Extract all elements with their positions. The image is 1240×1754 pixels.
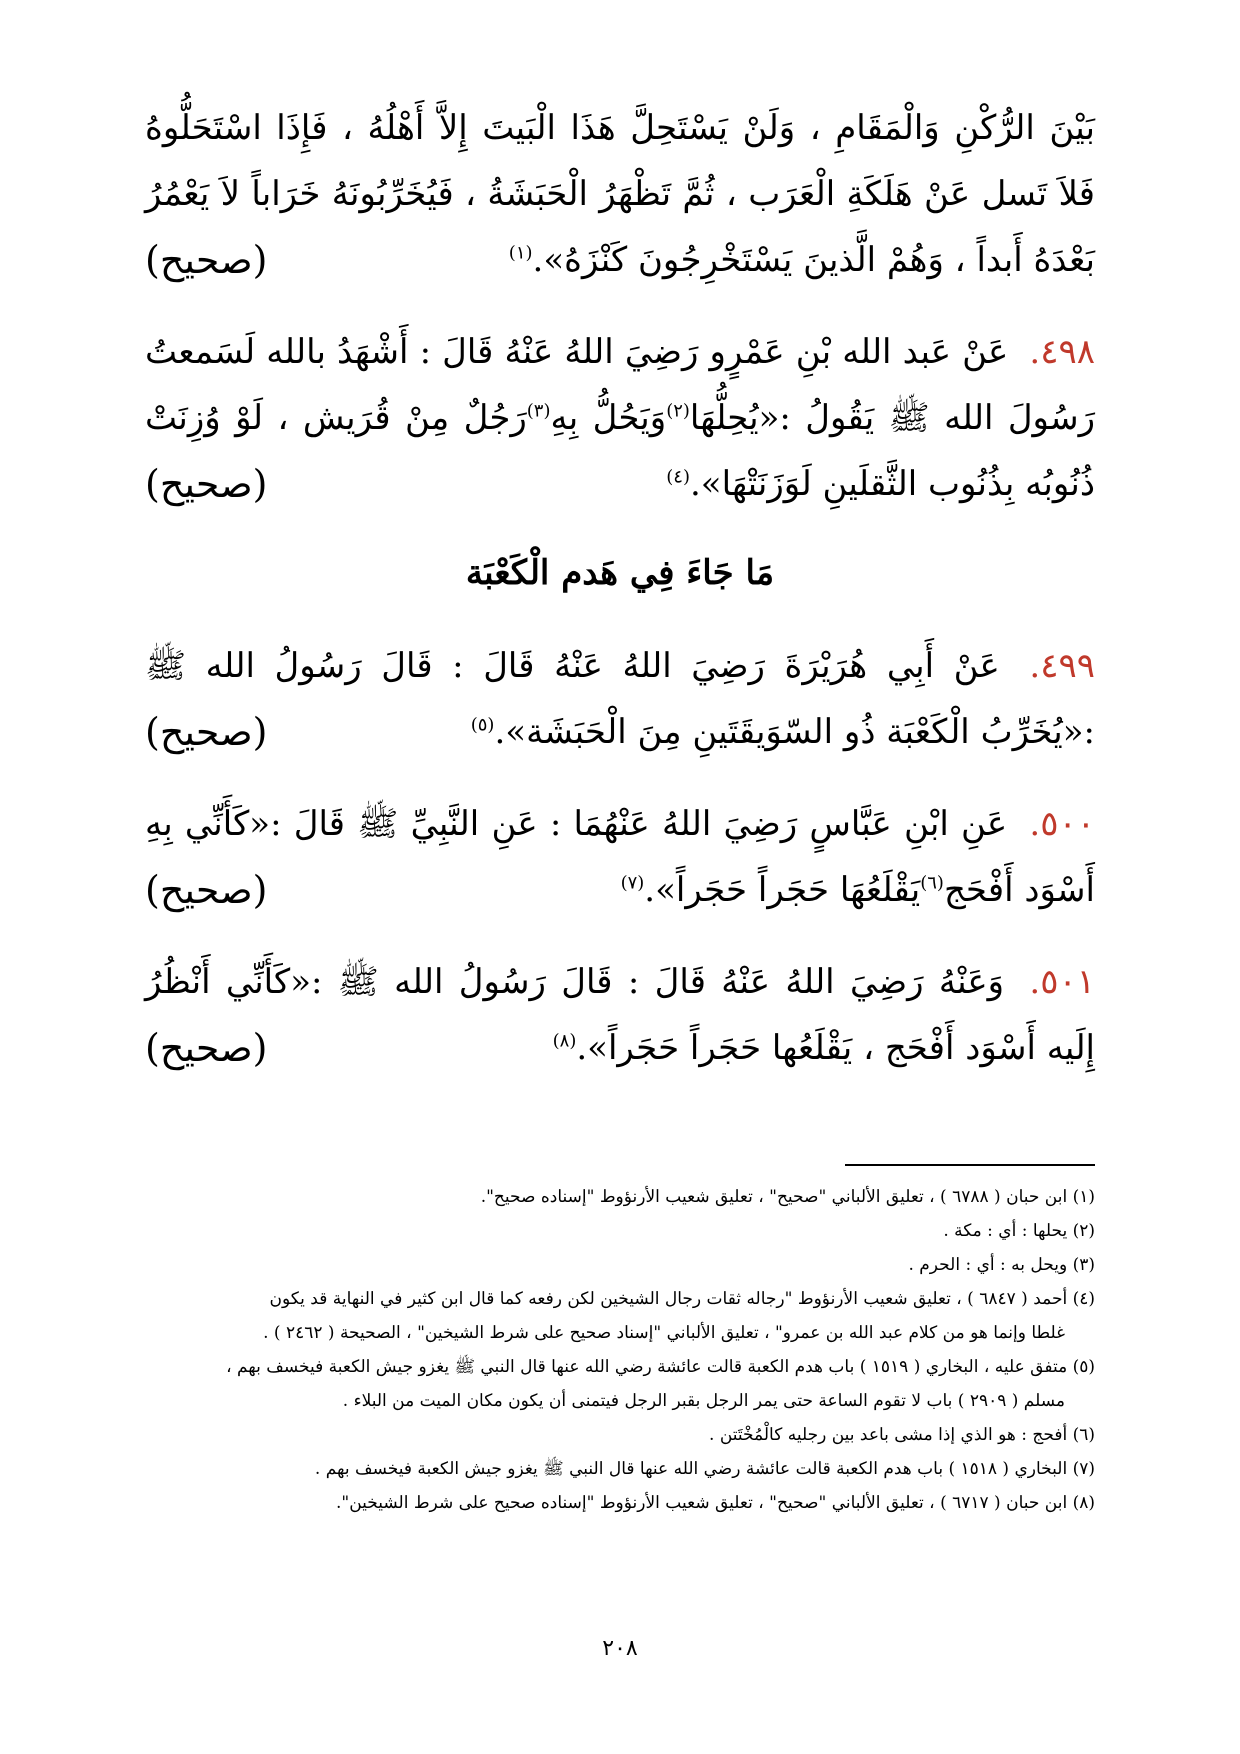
footnote-ref[interactable]: (٨)	[552, 1030, 577, 1052]
hadith-501	[145, 949, 1095, 1081]
hadith-text: وَعَنْهُ رَضِيَ اللهُ عَنْهُ قَالَ : قَالَ رَسُولُ الله ﷺ :«كَأَنِّي أَنْظُرُ إِلَيه أَسْوَد أَفْحَج ، يَقْلَعُها حَجَراً حَجَراً».	[145, 962, 1095, 1068]
footnote-4: (٤) أحمد ( ٦٨٤٧ ) ، تعليق شعيب الأرنؤوط "رجاله ثقات رجال الشيخين لكن رفعه كما قال ابن كثير في النهاية قد يكون	[269, 1289, 1095, 1309]
hadith-text: وَيَحُلُّ بِهِ	[550, 398, 667, 438]
footnote-ref[interactable]: (٧)	[620, 872, 645, 894]
footnote-ref[interactable]: (٣)	[526, 400, 551, 422]
footnote-ref[interactable]: (٥)	[470, 714, 495, 736]
grade-label: (صحيح)	[145, 238, 268, 282]
grade-label: (صحيح)	[145, 462, 268, 506]
grade-label: (صحيح)	[145, 1026, 268, 1070]
footnote-5: (٥) متفق عليه ، البخاري ( ١٥١٩ ) باب هدم الكعبة قالت عائشة رضي الله عنها قال النبي ﷺ يغزو جيش الكعبة فيخسف بهم ،	[226, 1357, 1095, 1377]
grade-label: (صحيح)	[145, 868, 268, 912]
hadith-500	[145, 791, 1095, 923]
hadith-text: بَيْنَ الرُّكْنِ وَالْمَقَامِ ، وَلَنْ يَسْتَحِلَّ هَذَا الْبَيتَ إِلاَّ أَهْلُهُ ، فَإِذَا اسْتَحَلُّوهُ فَلاَ تَسل عَنْ هَلَكَةِ الْعَرَب ، ثُمَّ تَظْهَرُ الْحَبَشَةُ ، فَيُخَرِّبُونَهُ خَرَاباً لاَ يَعْمُرُ بَعْدَهُ أَبداً ، وَهُمْ الَّذينَ يَسْتَخْرِجُونَ كَنْزَهُ».	[145, 108, 1096, 280]
footnote-2: (٢) يحلها : أي : مكة .	[943, 1221, 1095, 1241]
page-number: ٢٠٨	[602, 1636, 638, 1661]
hadith-number: ٥٠١.	[1029, 962, 1095, 1002]
footnote-3: (٣) ويحل به : أي : الحرم .	[908, 1255, 1095, 1275]
hadith-text: يَقْلَعُهَا حَجَراً حَجَراً».	[644, 870, 921, 910]
footnote-ref[interactable]: (٦)	[920, 872, 944, 894]
footnote-ref[interactable]: (٤)	[666, 466, 690, 488]
footnote-separator	[845, 1164, 1095, 1166]
hadith-499	[145, 633, 1095, 765]
footnote-ref[interactable]: (١)	[508, 242, 533, 264]
footnote-8: (٨) ابن حبان ( ٦٧١٧ ) ، تعليق الألباني "صحيح" ، تعليق شعيب الأرنؤوط "إسناده صحيح على شرط الشيخين".	[335, 1493, 1095, 1513]
footnote-1: (١) ابن حبان ( ٦٧٨٨ ) ، تعليق الألباني "صحيح" ، تعليق شعيب الأرنؤوط "إسناده صحيح".	[480, 1187, 1095, 1207]
hadith-number: ٤٩٨.	[1029, 332, 1095, 372]
footnote-6: (٦) أفحج : هو الذي إذا مشى باعد بين رجليه كالْمُخْتَتن .	[709, 1425, 1095, 1445]
hadith-continuation	[145, 95, 1095, 293]
footnote-5-continued: مسلم ( ٢٩٠٩ ) باب لا تقوم الساعة حتى يمر الرجل بقبر الرجل فيتمنى أن يكون مكان الميت من البلاء .	[342, 1391, 1065, 1411]
footnotes	[145, 1180, 1095, 1520]
hadith-text: عَنْ أَبِي هُرَيْرَةَ رَضِيَ اللهُ عَنْهُ قَالَ : قَالَ رَسُولُ الله ﷺ :«يُخَرِّبُ الْكَعْبَة ذُو السّوَيقَتَينِ مِنَ الْحَبَشَة».	[145, 646, 1095, 752]
section-title: مَا جَاءَ فِي هَدم الْكَعْبَة	[465, 553, 775, 593]
hadith-498	[145, 319, 1095, 517]
footnote-7: (٧) البخاري ( ١٥١٨ ) باب هدم الكعبة قالت عائشة رضي الله عنها قال النبي ﷺ يغزو جيش الكعبة فيخسف بهم .	[314, 1459, 1095, 1479]
grade-label: (صحيح)	[145, 710, 268, 754]
footnote-ref[interactable]: (٢)	[666, 400, 690, 422]
hadith-number: ٥٠٠.	[1029, 804, 1096, 844]
hadith-text: عَنِ ابْنِ عَبَّاسٍ رَضِيَ اللهُ عَنْهُمَا : عَنِ النَّبِيِّ ﷺ قَالَ :«كَأَنِّي بِهِ أَسْوَد أَفْحَج	[145, 804, 1095, 910]
hadith-text: عَنْ عَبد الله بْنِ عَمْرٍو رَضِيَ اللهُ عَنْهُ قَالَ : أَشْهَدُ بالله لَسَمعتُ رَسُولَ الله ﷺ يَقُولُ :«يُحِلُّهَا	[145, 332, 1095, 438]
main-text	[145, 95, 1095, 1107]
hadith-number: ٤٩٩.	[1029, 646, 1095, 686]
footnote-4-continued: غلطا وإنما هو من كلام عبد الله بن عمرو" ، تعليق الألباني "إسناد صحيح على شرط الشيخين" ، الصحيحة ( ٢٤٦٢ ) .	[263, 1323, 1065, 1343]
hadith-text: رَجُلٌ مِنْ قُرَيش ، لَوْ وُزِنَتْ ذُنُوبُه بِذُنُوب الثَّقلَينِ لَوَزَنَتْهَا».	[145, 398, 1095, 504]
